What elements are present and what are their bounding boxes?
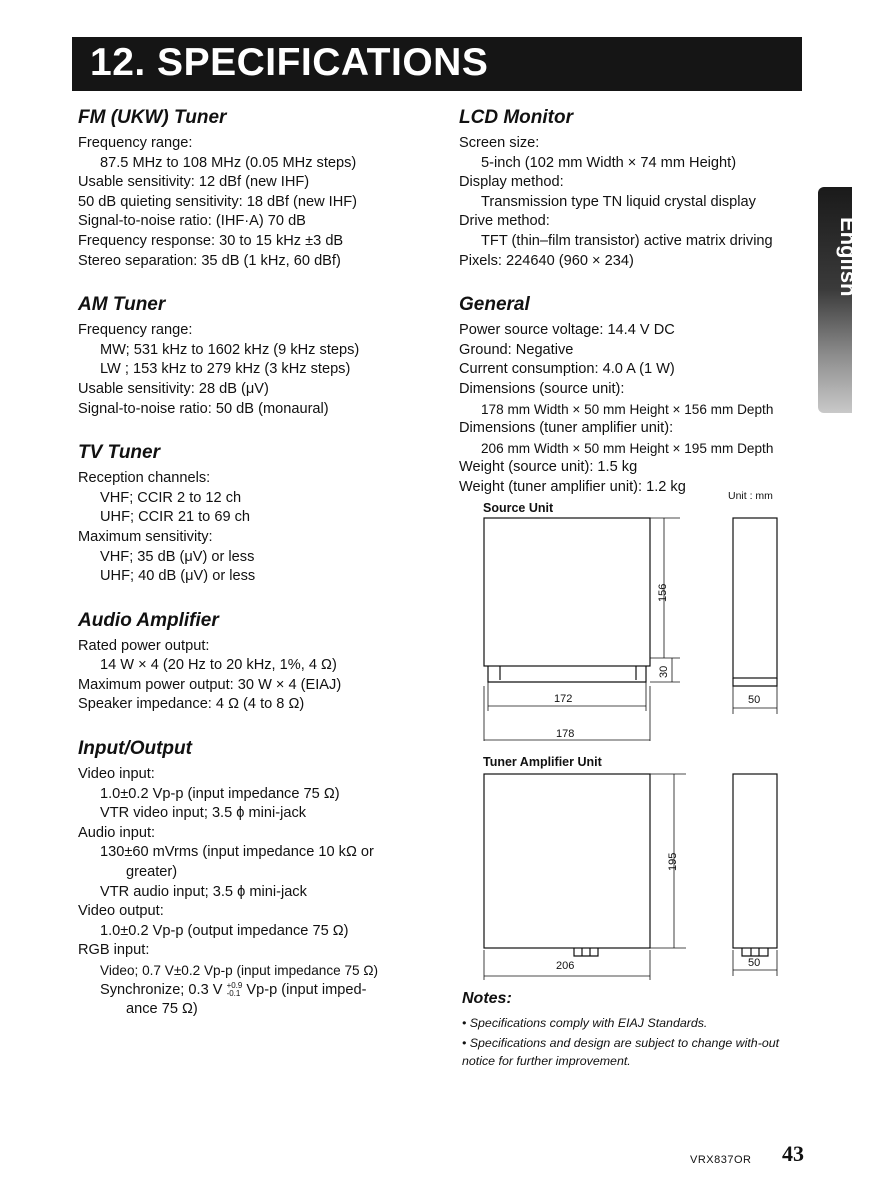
fm-line: Frequency range: [78,135,193,151]
note-text: Specifications and design are subject to change with-out notice for further improvement. [462,1036,780,1068]
tv-line: VHF; 35 dB (μV) or less [100,548,255,565]
am-heading: AM Tuner [78,294,166,316]
source-unit-body [484,518,650,666]
language-tab-label: English [836,217,861,297]
tv-line: Maximum sensitivity: [78,528,213,545]
amp-line: Maximum power output: 30 W × 4 (EIAJ) [78,676,342,693]
language-tab [818,187,861,413]
amp-line: 14 W × 4 (20 Hz to 20 kHz, 1%, 4 Ω) [100,657,337,674]
io-line: VTR audio input; 3.5 ϕ mini-jack [100,883,307,900]
io-line: Video input: [78,766,155,783]
spacer [78,419,438,441]
io-line: 130±60 mVrms (input impedance 10 kΩ or [100,844,374,861]
tuner-height-value: 50 [748,957,761,969]
am-line: Signal-to-noise ratio: 50 dB (monaural) [78,400,329,417]
io-sync-line [78,981,438,1001]
tuner-unit-body [484,774,650,948]
source-base-value: 30 [658,665,670,678]
tuner-unit-label: Tuner Amplifier Unit [483,755,602,769]
io-line: 1.0±0.2 Vp-p (output impedance 75 Ω) [100,922,349,939]
amp-line: Rated power output: [78,637,210,654]
left-column [78,106,438,1020]
source-unit-base-ribs [500,666,636,680]
source-height-value: 50 [748,694,761,706]
io-heading: Input/Output [78,738,192,760]
io-line: ance 75 Ω) [126,1001,198,1018]
fm-line: Frequency response: 30 to 15 kHz ±3 dB [78,232,344,249]
io-sync-text-2: Vp-p (input imped- [246,981,367,998]
io-line: RGB input: [78,942,150,959]
amp-line: Speaker impedance: 4 Ω (4 to 8 Ω) [78,696,305,713]
general-line: 178 mm Width × 50 mm Height × 156 mm Depth [481,401,774,417]
tuner-unit-connector [574,948,598,956]
general-line: Weight (tuner amplifier unit): 1.2 kg [459,478,686,495]
page-number: 43 [782,1141,804,1166]
note-item: • Specifications and design are subject to change with-out notice for further improvement. [462,1036,780,1068]
am-line: MW; 531 kHz to 1602 kHz (9 kHz steps) [100,341,360,358]
language-tab-text [818,187,861,413]
source-depth-value: 156 [657,583,669,602]
fm-line: 87.5 MHz to 108 MHz (0.05 MHz steps) [100,154,357,171]
source-width-value: 178 [556,728,575,740]
note-text: Specifications comply with EIAJ Standards. [469,1016,708,1030]
tv-line: UHF; CCIR 21 to 69 ch [100,509,251,526]
general-line: Weight (source unit): 1.5 kg [459,459,638,476]
tuner-side-body [733,774,777,948]
tv-line: VHF; CCIR 2 to 12 ch [100,489,242,506]
source-unit-label: Source Unit [483,501,554,515]
right-column [459,106,809,498]
spacer [78,715,438,737]
fm-line: 50 dB quieting sensitivity: 18 dBf (new IHF) [78,193,358,210]
unit-label: Unit : mm [728,490,773,502]
model-number: VRX837OR [690,1154,752,1166]
title-bar [72,37,802,91]
lcd-line: Pixels: 224640 (960 × 234) [459,252,634,269]
spacer [78,587,438,609]
am-line: Usable sensitivity: 28 dB (μV) [78,380,269,397]
note-item: • Specifications comply with EIAJ Standards. [462,1016,708,1030]
fm-heading: FM (UKW) Tuner [78,107,227,128]
io-line: VTR video input; 3.5 ϕ mini-jack [100,805,307,822]
general-line: Current consumption: 4.0 A (1 W) [459,361,675,378]
io-sync-sup: +0.9 [226,980,243,990]
tuner-width-value: 206 [556,960,575,972]
amp-heading: Audio Amplifier [78,609,219,631]
io-line: greater) [126,864,178,881]
io-sync-text: Synchronize; 0.3 V [100,981,223,998]
source-unit-base [488,666,646,682]
diagram-drawing [476,486,806,986]
lcd-line: Drive method: [459,213,550,230]
tv-heading: TV Tuner [78,442,160,464]
lcd-line: Screen size: [459,135,540,151]
tv-line: Reception channels: [78,470,211,487]
lcd-line: 5-inch (102 mm Width × 74 mm Height) [481,154,737,171]
notes-heading: Notes: [462,990,512,1007]
tuner-side-connector [742,948,768,956]
lcd-line: Transmission type TN liquid crystal display [481,193,756,210]
dimension-diagram [476,486,806,986]
tv-line: UHF; 40 dB (μV) or less [100,568,256,585]
fm-line: Stereo separation: 35 dB (1 kHz, 60 dBf) [78,252,341,269]
lcd-line: TFT (thin–film transistor) active matrix driving [481,232,773,249]
general-line: Power source voltage: 14.4 V DC [459,322,675,339]
general-line: Dimensions (tuner amplifier unit): [459,420,674,437]
general-line: Dimensions (source unit): [459,380,625,397]
fm-line: Signal-to-noise ratio: (IHF·A) 70 dB [78,213,306,230]
io-line: Video output: [78,903,164,920]
general-heading: General [459,294,530,316]
io-sync-sub: -0.1 [226,988,241,998]
source-inner-width-value: 172 [554,693,573,705]
general-line: 206 mm Width × 50 mm Height × 195 mm Depth [481,440,774,456]
spacer [459,271,809,293]
io-line: Video; 0.7 V±0.2 Vp-p (input impedance 75 Ω) [100,963,379,978]
lcd-line: Display method: [459,174,564,191]
general-line: Ground: Negative [459,341,574,358]
io-line: Audio input: [78,824,156,841]
io-line: 1.0±0.2 Vp-p (input impedance 75 Ω) [100,785,340,802]
tuner-depth-value: 195 [667,852,679,871]
page-title: 12. SPECIFICATIONS [90,41,489,84]
fm-line: Usable sensitivity: 12 dBf (new IHF) [78,174,310,191]
source-side-body [733,518,777,678]
lcd-heading: LCD Monitor [459,107,573,128]
io-sync-tolerance [227,982,243,998]
am-line: LW ; 153 kHz to 279 kHz (3 kHz steps) [100,361,351,378]
am-line: Frequency range: [78,322,193,339]
source-side-base [733,678,777,686]
spacer [78,271,438,293]
